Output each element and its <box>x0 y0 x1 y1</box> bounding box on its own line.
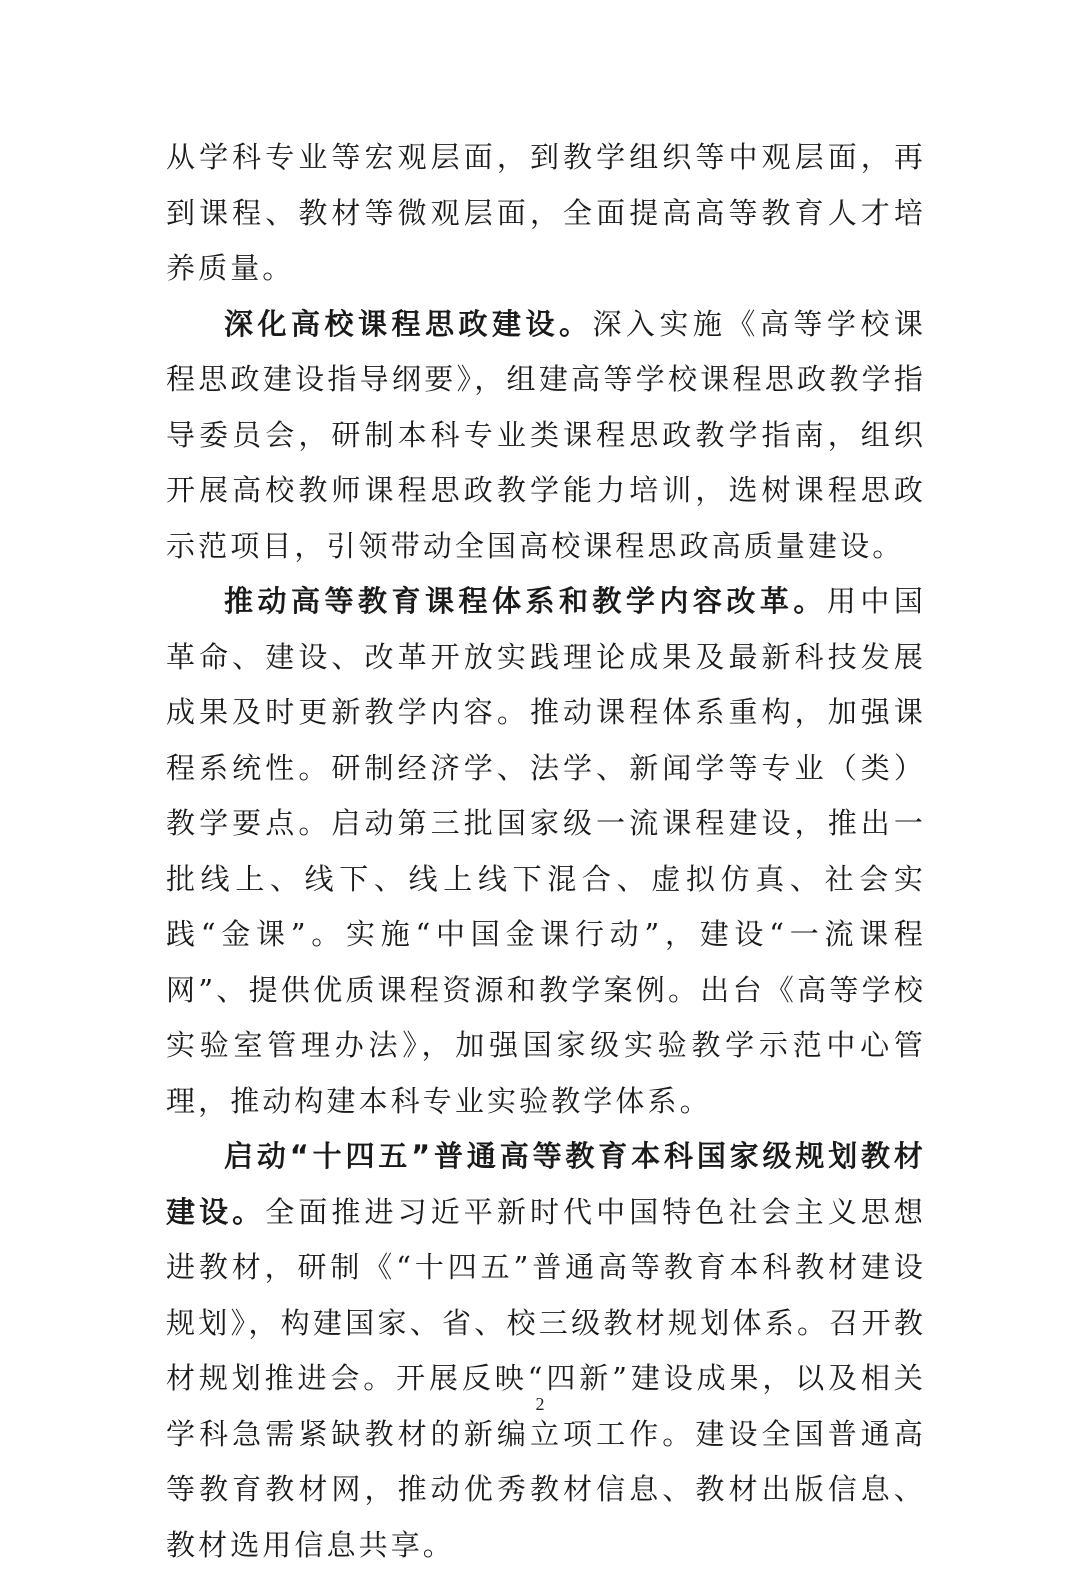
paragraph-4-text: 全面推进习近平新时代中国特色社会主义思想进教材，研制《“十四五”普通高等教育本科教材建设规划》，构建国家、省、校三级教材规划体系。召开教材规划推进会。开展反映“四新”建设成果，以及相关学科急需紧缺教材的新编立项工作。建设全国普通高等教育教材网，推动优秀教材信息、教材出版信息、教材选用信息共享。 <box>166 1194 926 1562</box>
page-number: 2 <box>535 1394 545 1414</box>
document-body <box>166 130 926 1573</box>
paragraph-2-heading: 深化高校课程思政建设。 <box>224 306 593 341</box>
paragraph-3 <box>166 574 926 1129</box>
paragraph-3-text: 用中国革命、建设、改革开放实践理论成果及最新科技发展成果及时更新教学内容。推动课程体系重构，加强课程系统性。研制经济学、法学、新闻学等专业（类）教学要点。启动第三批国家级一流课程建设，推出一批线上、线下、线上线下混合、虚拟仿真、社会实践“金课”。实施“中国金课行动”，建设“一流课程网”、提供优质课程资源和教学案例。出台《高等学校实验室管理办法》，加强国家级实验教学示范中心管理，推动构建本科专业实验教学体系。 <box>166 584 926 1118</box>
paragraph-1 <box>166 130 926 297</box>
paragraph-1-text: 从学科专业等宏观层面，到教学组织等中观层面，再到课程、教材等微观层面，全面提高高等教育人才培养质量。 <box>166 140 926 285</box>
paragraph-4 <box>166 1129 926 1573</box>
paragraph-2-text: 深入实施《高等学校课程思政建设指导纲要》，组建高等学校课程思政教学指导委员会，研制本科专业类课程思政教学指南，组织开展高校教师课程思政教学能力培训，选树课程思政示范项目，引领带动全国高校课程思政高质量建设。 <box>166 306 926 563</box>
paragraph-4-heading: 启动“十四五”普通高等教育本科国家级规划教材建设。 <box>166 1139 926 1229</box>
paragraph-2 <box>166 297 926 575</box>
paragraph-3-heading: 推动高等教育课程体系和教学内容改革。 <box>224 584 827 618</box>
